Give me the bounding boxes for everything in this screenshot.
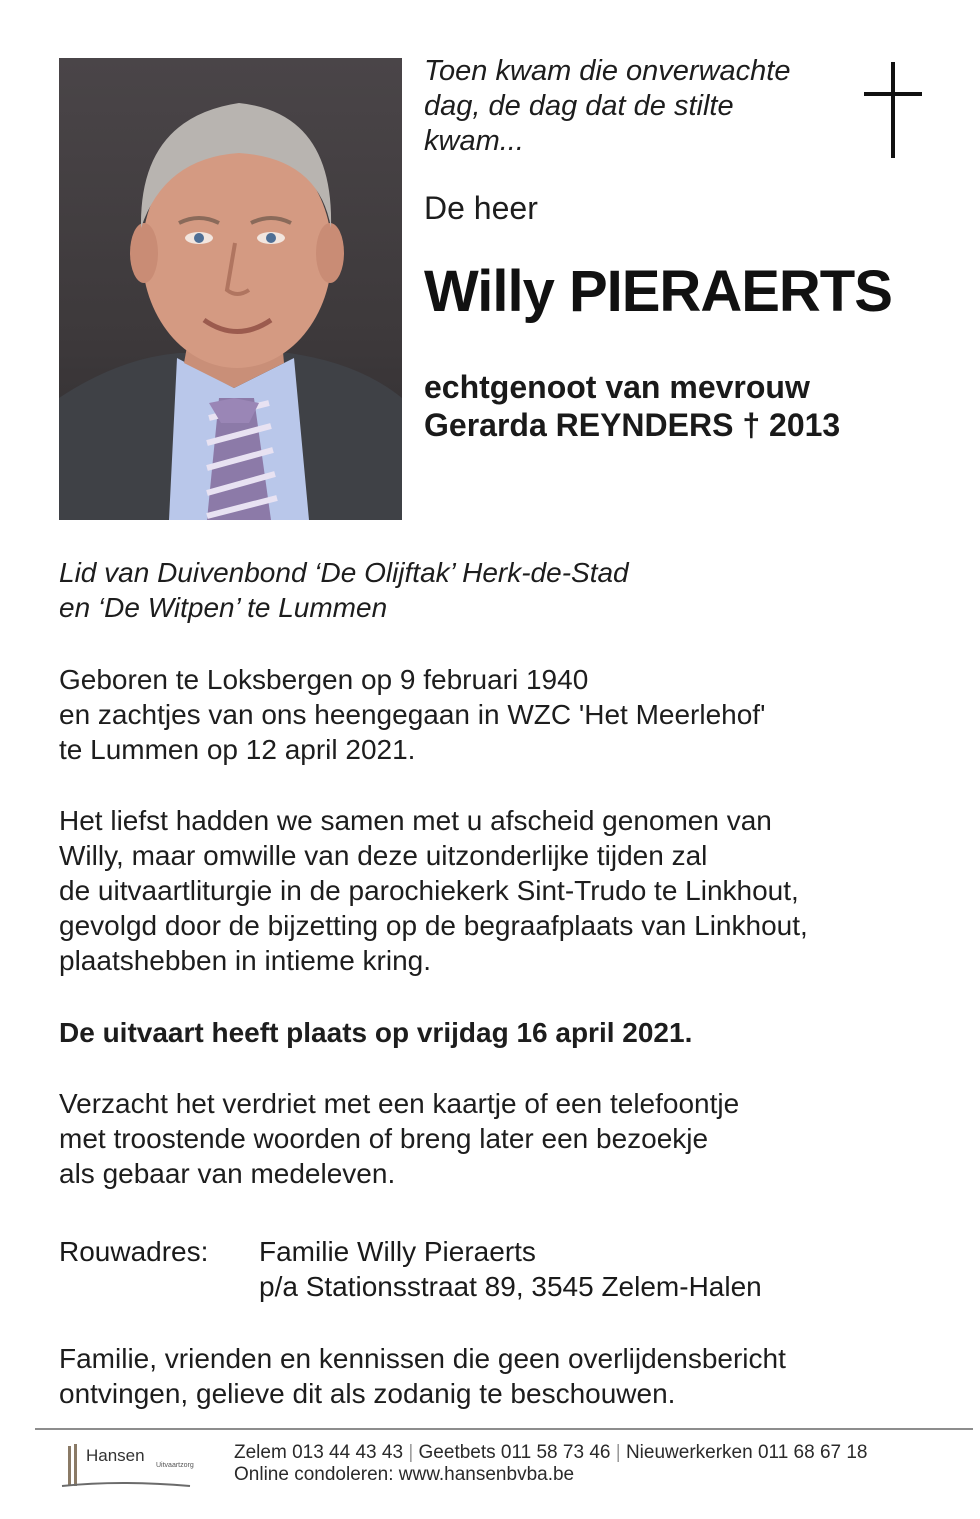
phone-number: 011 68 67 18: [757, 1442, 868, 1463]
portrait-photo: [59, 58, 402, 520]
footer-contact: [234, 1442, 868, 1486]
spouse-line: echtgenoot van mevrouw Gerarda REYNDERS † 2013: [424, 369, 841, 443]
salutation: De heer: [424, 190, 538, 226]
farewell-text: Het liefst hadden we samen met u afscheid genomen van Willy, maar omwille van deze uitzonderlijke tijden zal de uitvaartliturgie in de parochiekerk Sint-Trudo te Linkhout, gevolgd door de bijzetting op de begraafplaats van Linkhout, plaatshebben in intieme kring.: [59, 805, 808, 976]
phone-place: Zelem: [234, 1442, 287, 1463]
funeral-date-text: De uitvaart heeft plaats op vrijdag 16 april 2021.: [59, 1017, 693, 1048]
phone-number: 011 58 73 46: [500, 1442, 611, 1463]
latin-cross-icon: [864, 62, 922, 158]
mourning-address-label: Rouwadres:: [59, 1236, 209, 1267]
phone-place: Nieuwerkerken: [625, 1442, 753, 1463]
phone-number: 013 44 43 43: [292, 1442, 404, 1463]
membership-text: Lid van Duivenbond ‘De Olijftak’ Herk-de-Stad en ‘De Witpen’ te Lummen: [59, 557, 629, 623]
separator: |: [408, 1442, 414, 1463]
birth-death-text: Geboren te Loksbergen op 9 februari 1940 en zachtjes van ons heengegaan in WZC 'Het Meerlehof' te Lummen op 12 april 2021.: [59, 664, 766, 765]
separator: |: [615, 1442, 621, 1463]
logo-subtitle: Uitvaartzorg: [156, 1462, 194, 1469]
phone-place: Geetbets: [418, 1442, 496, 1463]
comfort-text: Verzacht het verdriet met een kaartje of een telefoontje met troostende woorden of breng later een bezoekje als gebaar van medeleven.: [59, 1088, 740, 1189]
notice-text: Familie, vrienden en kennissen die geen overlijdensbericht ontvingen, gelieve dit als zodanig te beschouwen.: [59, 1343, 786, 1409]
online-condolence-link[interactable]: Online condoleren: www.hansenbvba.be: [234, 1464, 575, 1485]
portrait-illustration: [59, 58, 402, 520]
deceased-name: Willy PIERAERTS: [424, 259, 892, 324]
footer-divider: [35, 1428, 973, 1430]
logo-name: Hansen: [86, 1446, 145, 1465]
phone-line: [234, 1442, 868, 1464]
mourning-address-value: Familie Willy Pieraerts p/a Stationsstraat 89, 3545 Zelem-Halen: [259, 1236, 762, 1302]
opening-quote: Toen kwam die onverwachte dag, de dag dat de stilte kwam...: [424, 55, 791, 157]
